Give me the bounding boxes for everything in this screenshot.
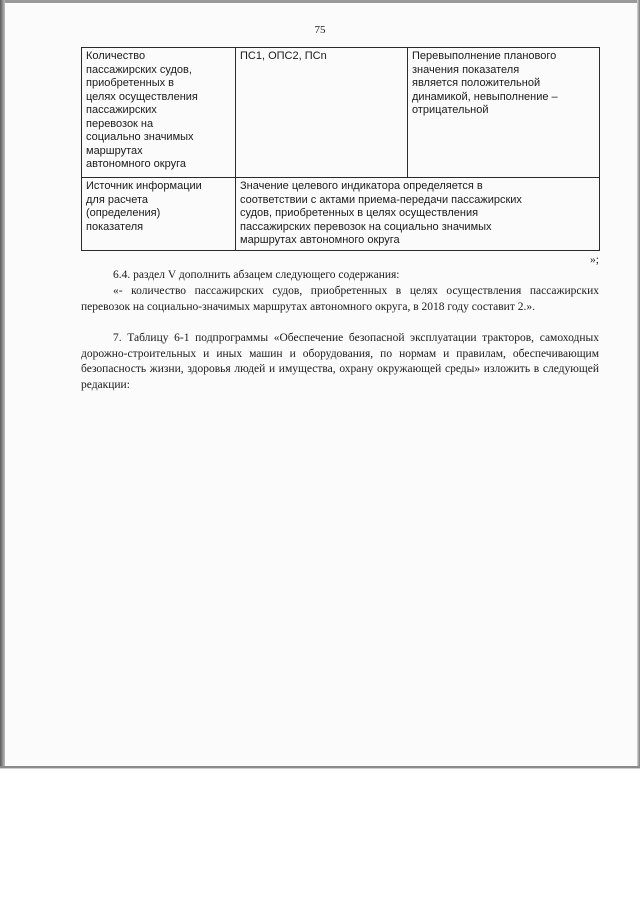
table-cell <box>82 178 236 251</box>
cell-info-source-value: Значение целевого индикатора определяется в соответствии с актами приема-передачи пассажирских судов, приобретенных в целях осуществления пассажирских перевозок на социально значимых маршрутах автономного округа <box>240 180 522 246</box>
paragraph-item-7 <box>81 331 599 393</box>
paragraph-text: 6.4. раздел V дополнить абзацем следующего содержания: <box>113 269 400 281</box>
table-cell <box>236 48 408 178</box>
table-row <box>82 178 600 251</box>
cell-indicator-name: Количество пассажирских судов, приобретенных в целях осуществления пассажирских перевозок на социально значимых маршрутах автономного округа <box>86 50 198 170</box>
table-cell <box>236 178 600 251</box>
paragraph-section-6-4 <box>81 268 599 284</box>
cell-indicator-dynamics: Перевыполнение планового значения показателя является положительной динамикой, невыполнение – отрицательной <box>412 50 558 116</box>
paragraph-added-clause <box>81 284 599 315</box>
closing-quote: »; <box>590 254 599 266</box>
table-cell <box>82 48 236 178</box>
cell-indicator-codes: ПС1, ОПС2, ПСn <box>240 50 327 62</box>
scan-top-edge <box>0 0 640 3</box>
table-row <box>82 48 600 178</box>
indicator-table <box>81 47 600 251</box>
scan-left-edge <box>0 0 5 766</box>
page-number: 75 <box>314 24 326 36</box>
cell-info-source-label: Источник информации для расчета (определения) показателя <box>86 180 202 233</box>
table-cell <box>408 48 600 178</box>
paragraph-text: «- количество пассажирских судов, приобретенных в целях осуществления пассажирских перевозок на социально-значимых маршрутах автономного округа, в 2018 году составит 2.». <box>81 285 599 313</box>
paragraph-text: 7. Таблицу 6-1 подпрограммы «Обеспечение безопасной эксплуатации тракторов, самоходных дорожно-строительных и иных машин и оборудования, по нормам и правилам, обеспечивающим безопасность жизни, здоровья людей и имущества, охрану окружающей среды» изложить в следующей редакции: <box>81 332 599 391</box>
